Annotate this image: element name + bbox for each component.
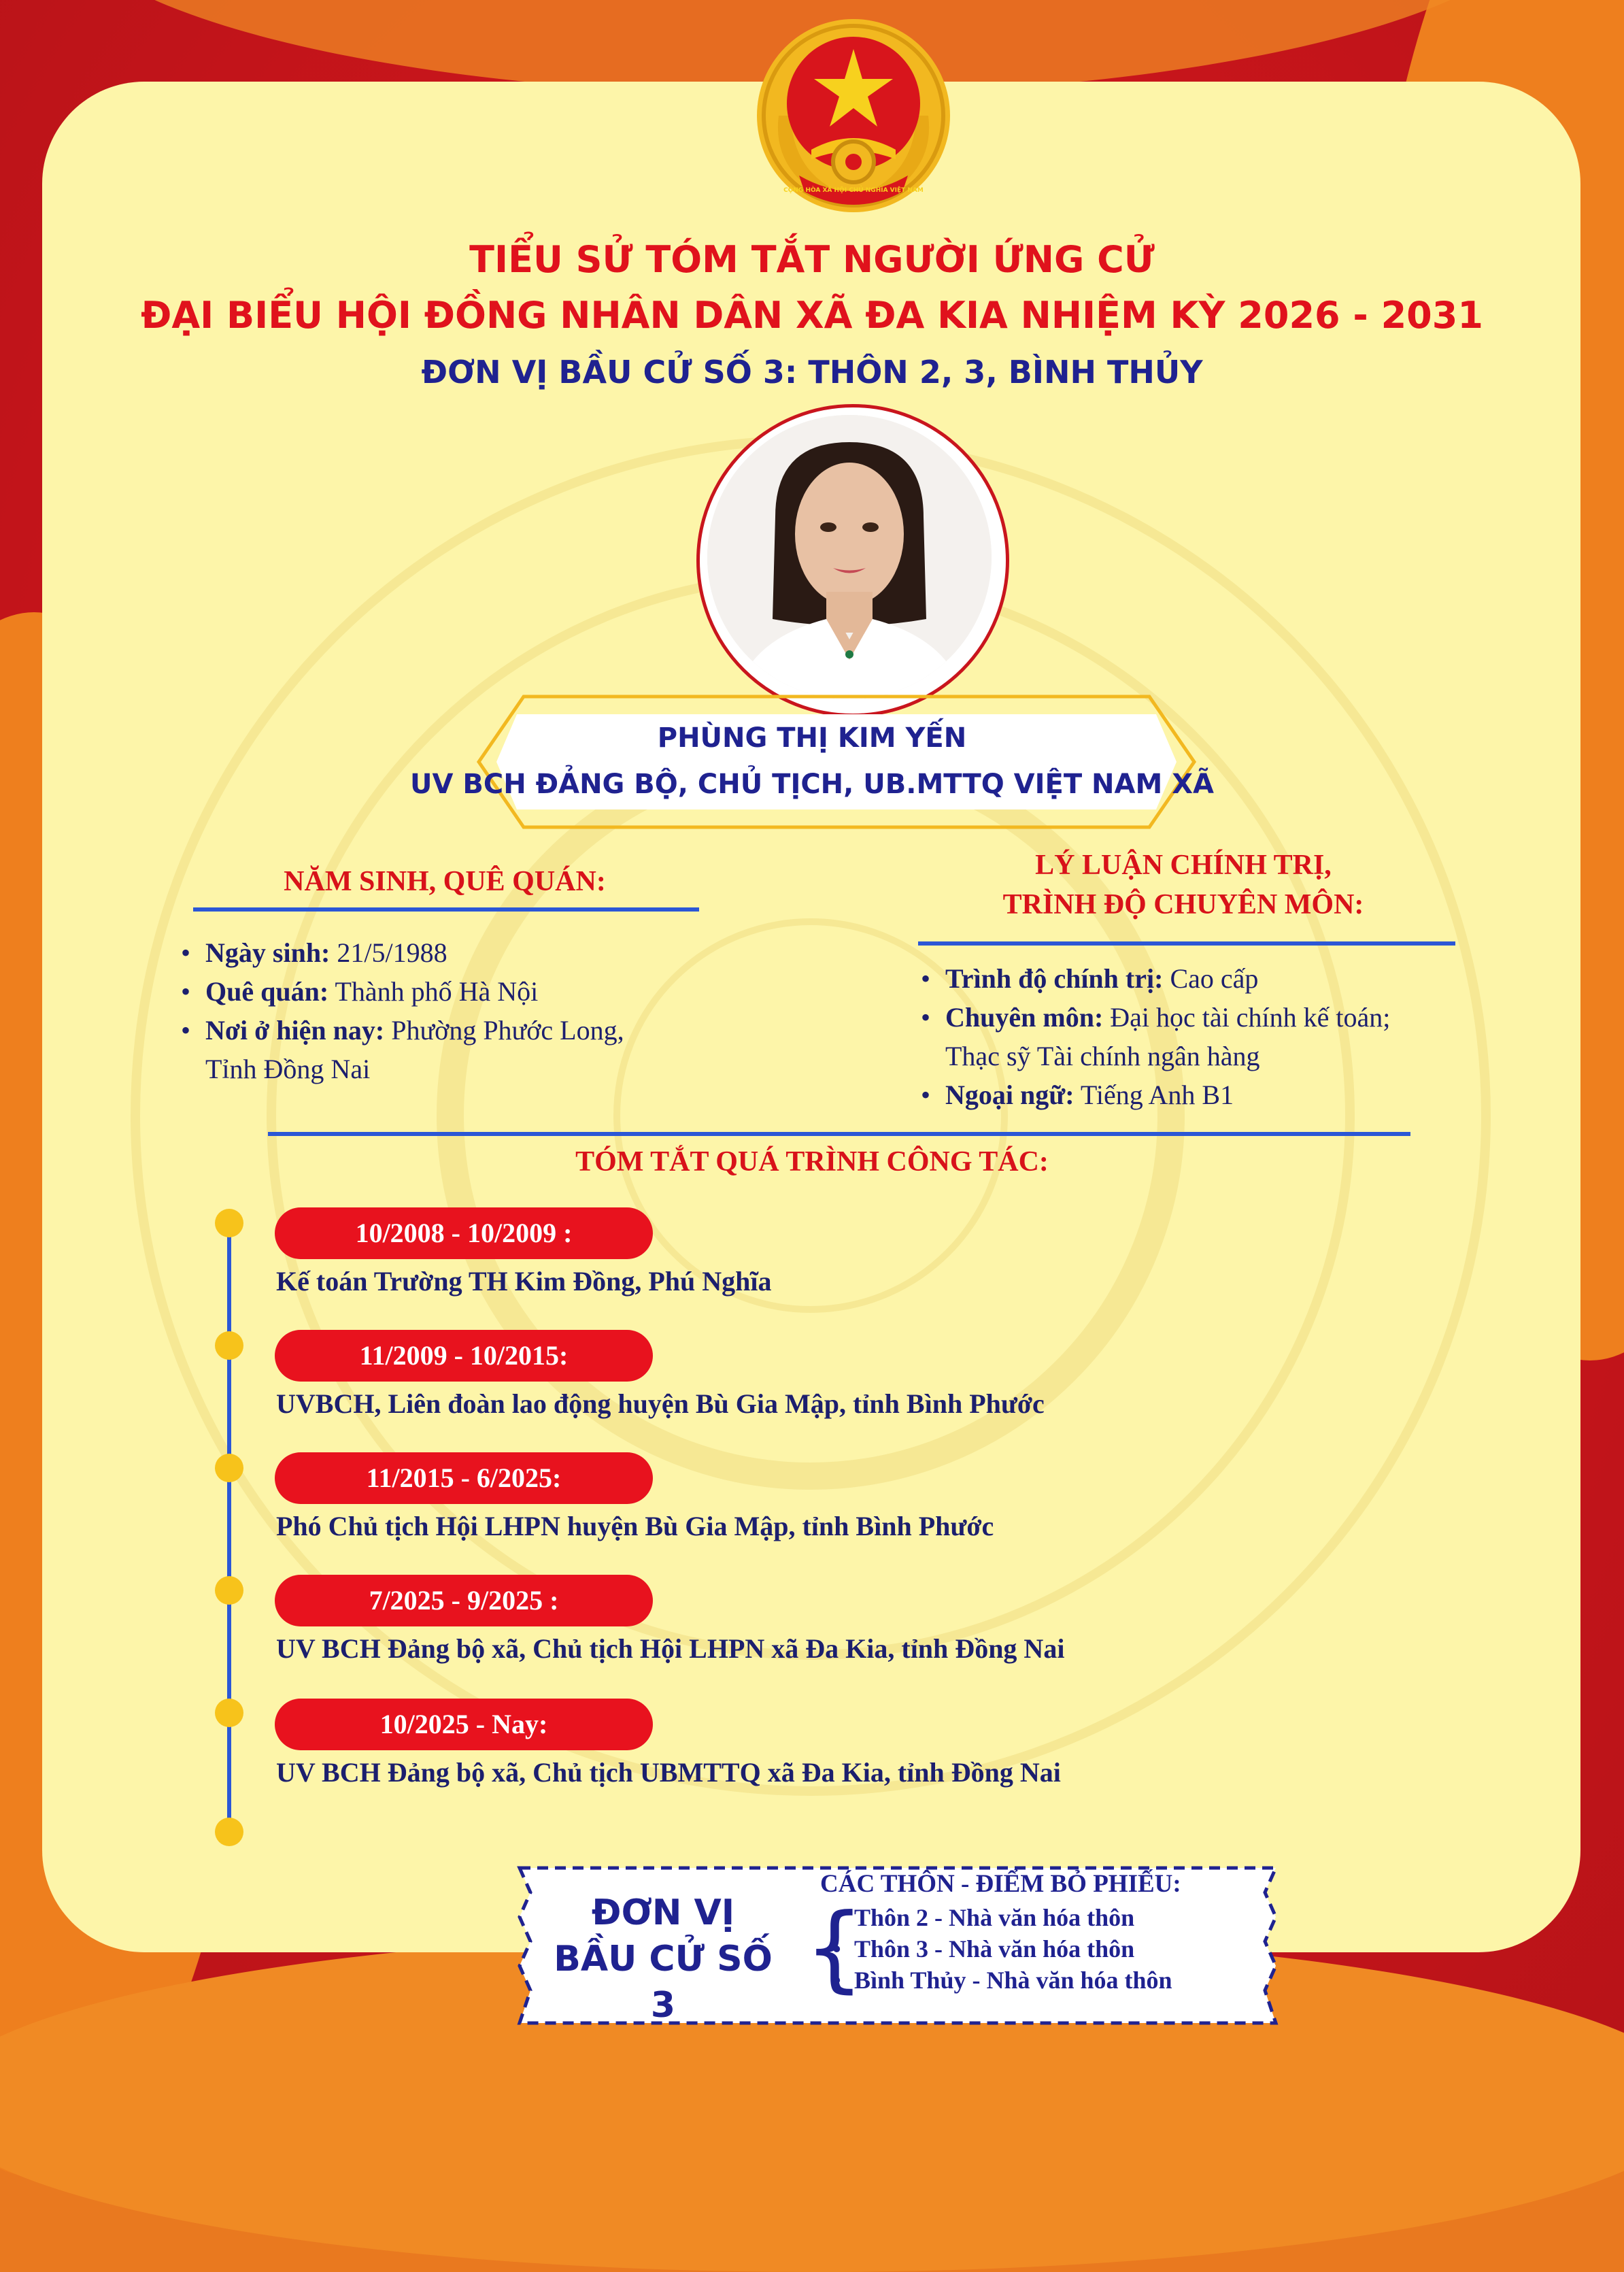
- language-label: Ngoại ngữ:: [945, 1080, 1075, 1110]
- education-item-specialty: [918, 998, 1390, 1075]
- national-emblem-icon: [751, 14, 955, 218]
- education-item-language: [918, 1075, 1390, 1114]
- education-list: [918, 959, 1390, 1114]
- education-heading-line2: TRÌNH ĐỘ CHUYÊN MÔN:: [1002, 889, 1364, 920]
- career-role: UVBCH, Liên đoàn lao động huyện Bù Gia Mập, tỉnh Bình Phước: [276, 1388, 1045, 1419]
- timeline-dot: [215, 1699, 243, 1727]
- name-ribbon: [476, 694, 1197, 830]
- career-period: 7/2025 - 9/2025 :: [275, 1575, 653, 1626]
- polling-place-item: • Thôn 3 - Nhà văn hóa thôn: [828, 1933, 1172, 1965]
- polling-unit-line1: ĐƠN VỊ: [591, 1892, 735, 1933]
- timeline-line: [227, 1219, 231, 1831]
- timeline-dot: [215, 1818, 243, 1846]
- timeline-dot: [215, 1209, 243, 1237]
- politics-label: Trình độ chính trị:: [945, 963, 1164, 994]
- dob-label: Ngày sinh:: [205, 937, 331, 968]
- polling-place-item: • Bình Thủy - Nhà văn hóa thôn: [828, 1965, 1172, 1996]
- career-top-rule: [268, 1132, 1410, 1136]
- career-period: 11/2015 - 6/2025:: [275, 1452, 653, 1504]
- dob-value: 21/5/1988: [337, 937, 447, 968]
- candidate-name: PHÙNG THỊ KIM YẾN: [657, 722, 967, 754]
- timeline-dot: [215, 1454, 243, 1482]
- polling-places-list: [828, 1902, 1172, 1996]
- birth-item-residence: [178, 1011, 624, 1088]
- brace-icon: {: [805, 1893, 864, 2003]
- career-period: 11/2009 - 10/2015:: [275, 1330, 653, 1382]
- birth-item-hometown: [178, 972, 624, 1011]
- specialty-value: Đại học tài chính kế toán;: [1110, 1002, 1391, 1033]
- residence-value-line2: Tỉnh Đồng Nai: [205, 1054, 371, 1084]
- language-value: Tiếng Anh B1: [1080, 1080, 1234, 1110]
- career-heading: TÓM TẮT QUÁ TRÌNH CÔNG TÁC:: [575, 1146, 1049, 1177]
- politics-value: Cao cấp: [1170, 963, 1259, 994]
- polling-unit-title: [544, 1890, 782, 2028]
- hometown-label: Quê quán:: [205, 976, 329, 1007]
- career-period: 10/2025 - Nay:: [275, 1699, 653, 1750]
- education-section-rule: [918, 941, 1455, 946]
- residence-label: Nơi ở hiện nay:: [205, 1015, 385, 1046]
- career-role: Phó Chủ tịch Hội LHPN huyện Bù Gia Mập, tỉnh Bình Phước: [276, 1511, 994, 1541]
- education-heading-line1: LÝ LUẬN CHÍNH TRỊ,: [1035, 850, 1332, 881]
- specialty-value-line2: Thạc sỹ Tài chính ngân hàng: [945, 1041, 1260, 1071]
- birth-section-heading: NĂM SINH, QUÊ QUÁN:: [284, 866, 606, 897]
- title-line-1: TIỂU SỬ TÓM TẮT NGƯỜI ỨNG CỬ: [469, 238, 1155, 281]
- candidate-photo: [707, 415, 992, 699]
- birth-list: [178, 933, 624, 1088]
- specialty-label: Chuyên môn:: [945, 1002, 1104, 1033]
- birth-section-rule: [193, 907, 699, 912]
- education-item-politics: [918, 959, 1390, 998]
- hometown-value: Thành phố Hà Nội: [335, 976, 539, 1007]
- residence-value: Phường Phước Long,: [391, 1015, 624, 1046]
- candidate-position: UV BCH ĐẢNG BỘ, CHỦ TỊCH, UB.MTTQ VIỆT NAM XÃ: [409, 769, 1214, 800]
- career-role: UV BCH Đảng bộ xã, Chủ tịch Hội LHPN xã Đa Kia, tỉnh Đồng Nai: [276, 1633, 1065, 1664]
- title-line-2: ĐẠI BIỂU HỘI ĐỒNG NHÂN DÂN XÃ ĐA KIA NHIỆM KỲ 2026 - 2031: [141, 294, 1483, 337]
- polling-place-item: • Thôn 2 - Nhà văn hóa thôn: [828, 1902, 1172, 1933]
- career-role: UV BCH Đảng bộ xã, Chủ tịch UBMTTQ xã Đa Kia, tỉnh Đồng Nai: [276, 1757, 1061, 1788]
- polling-unit-line2: BẦU CỬ SỐ 3: [554, 1939, 773, 2026]
- emblem-ribbon-text: CỘNG HÒA XÃ HỘI CHỦ NGHĨA VIỆT NAM: [783, 187, 924, 194]
- career-role: Kế toán Trường TH Kim Đồng, Phú Nghĩa: [276, 1266, 772, 1297]
- electoral-unit-subtitle: ĐƠN VỊ BẦU CỬ SỐ 3: THÔN 2, 3, BÌNH THỦY: [421, 354, 1203, 390]
- polling-places-heading: CÁC THÔN - ĐIỂM BỎ PHIẾU:: [820, 1870, 1181, 1898]
- birth-item-dob: [178, 933, 624, 972]
- timeline-dot: [215, 1331, 243, 1360]
- timeline-dot: [215, 1576, 243, 1605]
- career-period: 10/2008 - 10/2009 :: [275, 1207, 653, 1259]
